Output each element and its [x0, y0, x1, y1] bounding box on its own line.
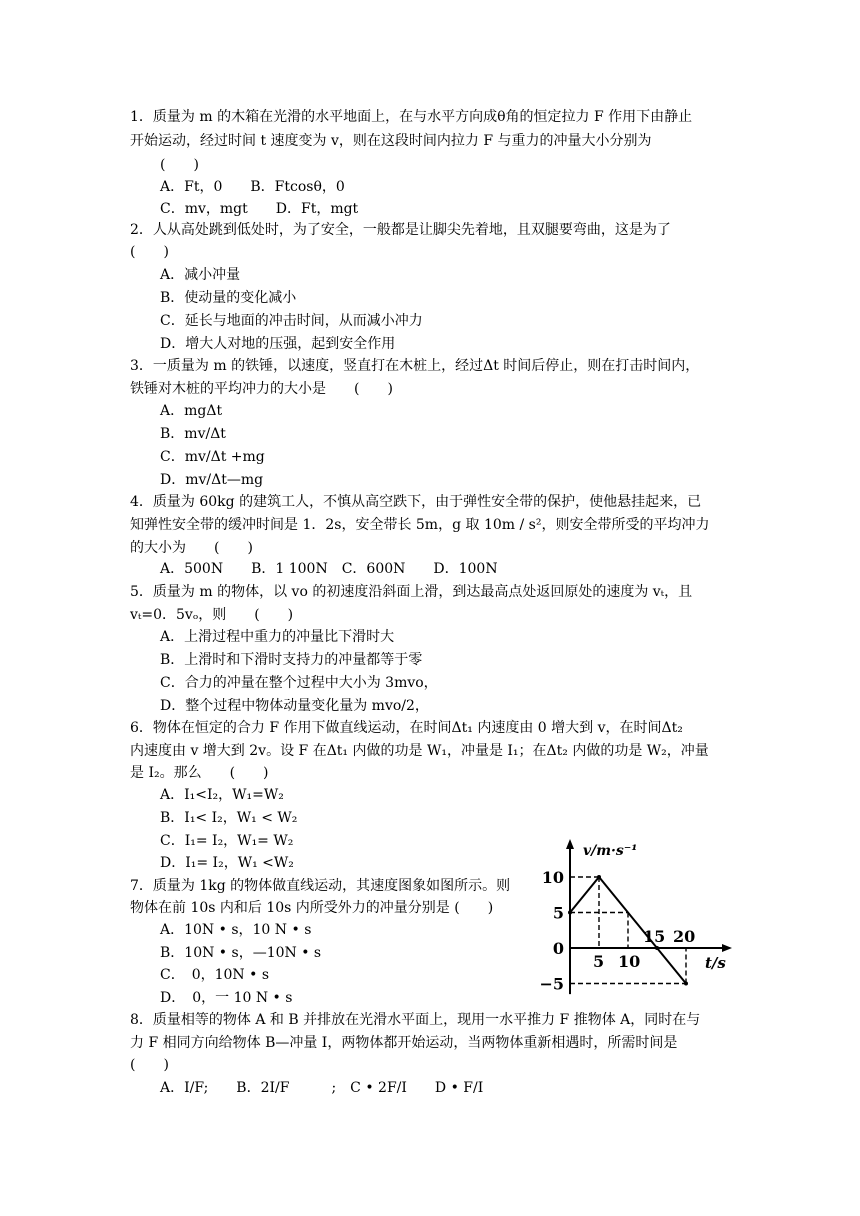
graph-ticks [539, 868, 695, 994]
q3-option-a: A．mgΔt [160, 403, 223, 419]
x-tick-label: 20 [673, 927, 696, 946]
q7-line2: 物体在前 10s 内和后 10s 内所受外力的冲量分别是 ( ) [130, 900, 494, 916]
q5-option-b: B．上滑时和下滑时支持力的冲量都等于零 [160, 652, 423, 668]
x-axis-label: t/s [705, 954, 726, 972]
y-tick-label: 10 [541, 868, 564, 887]
q6-line1: 6．物体在恒定的合力 F 作用下做直线运动，在时间Δt₁ 内速度由 0 增大到 v，在时间Δt₂ [130, 720, 683, 736]
q5-option-a: A．上滑过程中重力的冲量比下滑时大 [160, 629, 395, 645]
q2-option-c: C．延长与地面的冲击时间，从而减小冲力 [160, 313, 423, 329]
q5-line1: 5．质量为 m 的物体，以 vo 的初速度沿斜面上滑，到达最高点处返回原处的速度为 vₜ，且 [130, 584, 693, 600]
x-axis-arrow [722, 944, 732, 952]
q7-option-c: C． 0，10N • s [160, 967, 270, 983]
q8-paren: ( ) [130, 1057, 169, 1073]
q4-line3: 的大小为 ( ) [130, 540, 253, 556]
q8-line1: 8．质量相等的物体 A 和 B 并排放在光滑水平面上，现用一水平推力 F 推物体 A，同时在与 [130, 1012, 701, 1028]
q3-option-b: B．mv/Δt [160, 426, 226, 442]
q4-options: A．500N B．1 100N C．600N D．100N [160, 561, 498, 577]
q8-line2: 力 F 相同方向给物体 B—冲量 I，两物体都开始运动，当两物体重新相遇时，所需时间是 [130, 1035, 678, 1051]
q5-option-c: C．合力的冲量在整个过程中大小为 3mvo， [160, 675, 438, 691]
q1-paren: ( ) [160, 157, 199, 173]
q2-paren: ( ) [130, 244, 169, 260]
q3-option-c: C．mv/Δt +mg [160, 449, 265, 465]
x-tick-label: 15 [643, 927, 666, 946]
q2-option-b: B．使动量的变化减小 [160, 290, 297, 306]
q6-line2: 内速度由 v 增大到 2v。设 F 在Δt₁ 内做的功是 W₁，冲量是 I₁；在Δt₂ 内做的功是 W₂，冲量 [130, 743, 709, 759]
q7-option-a: A．10N • s，10 N • s [160, 922, 312, 938]
q2-option-a: A．减小冲量 [160, 267, 241, 283]
q1-options-ab: A．Ft，0 B．Ftcosθ，0 [160, 179, 345, 195]
q6-option-c: C．I₁= I₂，W₁= W₂ [160, 833, 294, 849]
data-point [684, 982, 688, 986]
q6-option-a: A．I₁<I₂，W₁=W₂ [160, 787, 284, 803]
data-point [568, 911, 572, 915]
q1-line1: 1．质量为 m 的木箱在光滑的水平地面上，在与水平方向成θ角的恒定拉力 F 作用下由静止 [130, 109, 693, 125]
q7-line1: 7．质量为 1kg 的物体做直线运动，其速度图象如图所示。则 [130, 878, 511, 894]
x-tick-label: 5 [593, 952, 605, 971]
q2-option-d: D．增大人对地的压强，起到安全作用 [160, 336, 396, 352]
data-point [597, 875, 601, 879]
q5-option-d: D．整个过程中物体动量变化量为 mvo/2， [160, 698, 429, 714]
y-axis-arrow [566, 839, 574, 849]
q3-line1: 3．一质量为 m 的铁锤，以速度，竖直打在木桩上，经过Δt 时间后停止，则在打击时间内， [130, 358, 700, 374]
q3-line2: 铁锤对木桩的平均冲力的大小是 ( ) [130, 381, 393, 397]
q2-line1: 2．人从高处跳到低处时，为了安全，一般都是让脚尖先着地，且双腿要弯曲，这是为了 [130, 222, 671, 238]
q6-line3: 是 I₂。那么 ( ) [130, 765, 269, 781]
x-tick-label: 10 [618, 952, 641, 971]
velocity-time-graph [535, 835, 745, 1005]
q7-option-b: B．10N • s，—10N • s [160, 945, 322, 961]
q1-options-cd: C．mv，mgt D．Ft，mgt [160, 201, 359, 217]
q7-option-d: D． 0，一 10 N • s [160, 990, 293, 1006]
y-axis-label: v/m·s⁻¹ [583, 843, 638, 859]
q6-option-d: D．I₁= I₂，W₁ <W₂ [160, 855, 294, 871]
q4-line2: 知弹性安全带的缓冲时间是 1．2s，安全带长 5m，g 取 10m / s²，则安全带所受的平均冲力 [130, 517, 710, 533]
q1-line2: 开始运动，经过时间 t 速度变为 v，则在这段时间内拉力 F 与重力的冲量大小分别为 [130, 133, 652, 149]
y-tick-label: −5 [539, 974, 564, 994]
data-point [655, 946, 659, 950]
y-tick-label: 0 [552, 939, 564, 958]
y-tick-label: 5 [552, 903, 564, 923]
q6-option-b: B．I₁< I₂，W₁ < W₂ [160, 810, 298, 826]
q4-line1: 4．质量为 60kg 的建筑工人，不慎从高空跌下，由于弹性安全带的保护，使他悬挂起来，已 [130, 494, 702, 510]
q3-option-d: D．mv/Δt—mg [160, 472, 264, 488]
q5-line2: vₜ=0．5vₒ，则 ( ) [130, 607, 294, 623]
q8-options: A．I/F; B．2I/F ; C • 2F/I D • F/I [160, 1080, 484, 1096]
